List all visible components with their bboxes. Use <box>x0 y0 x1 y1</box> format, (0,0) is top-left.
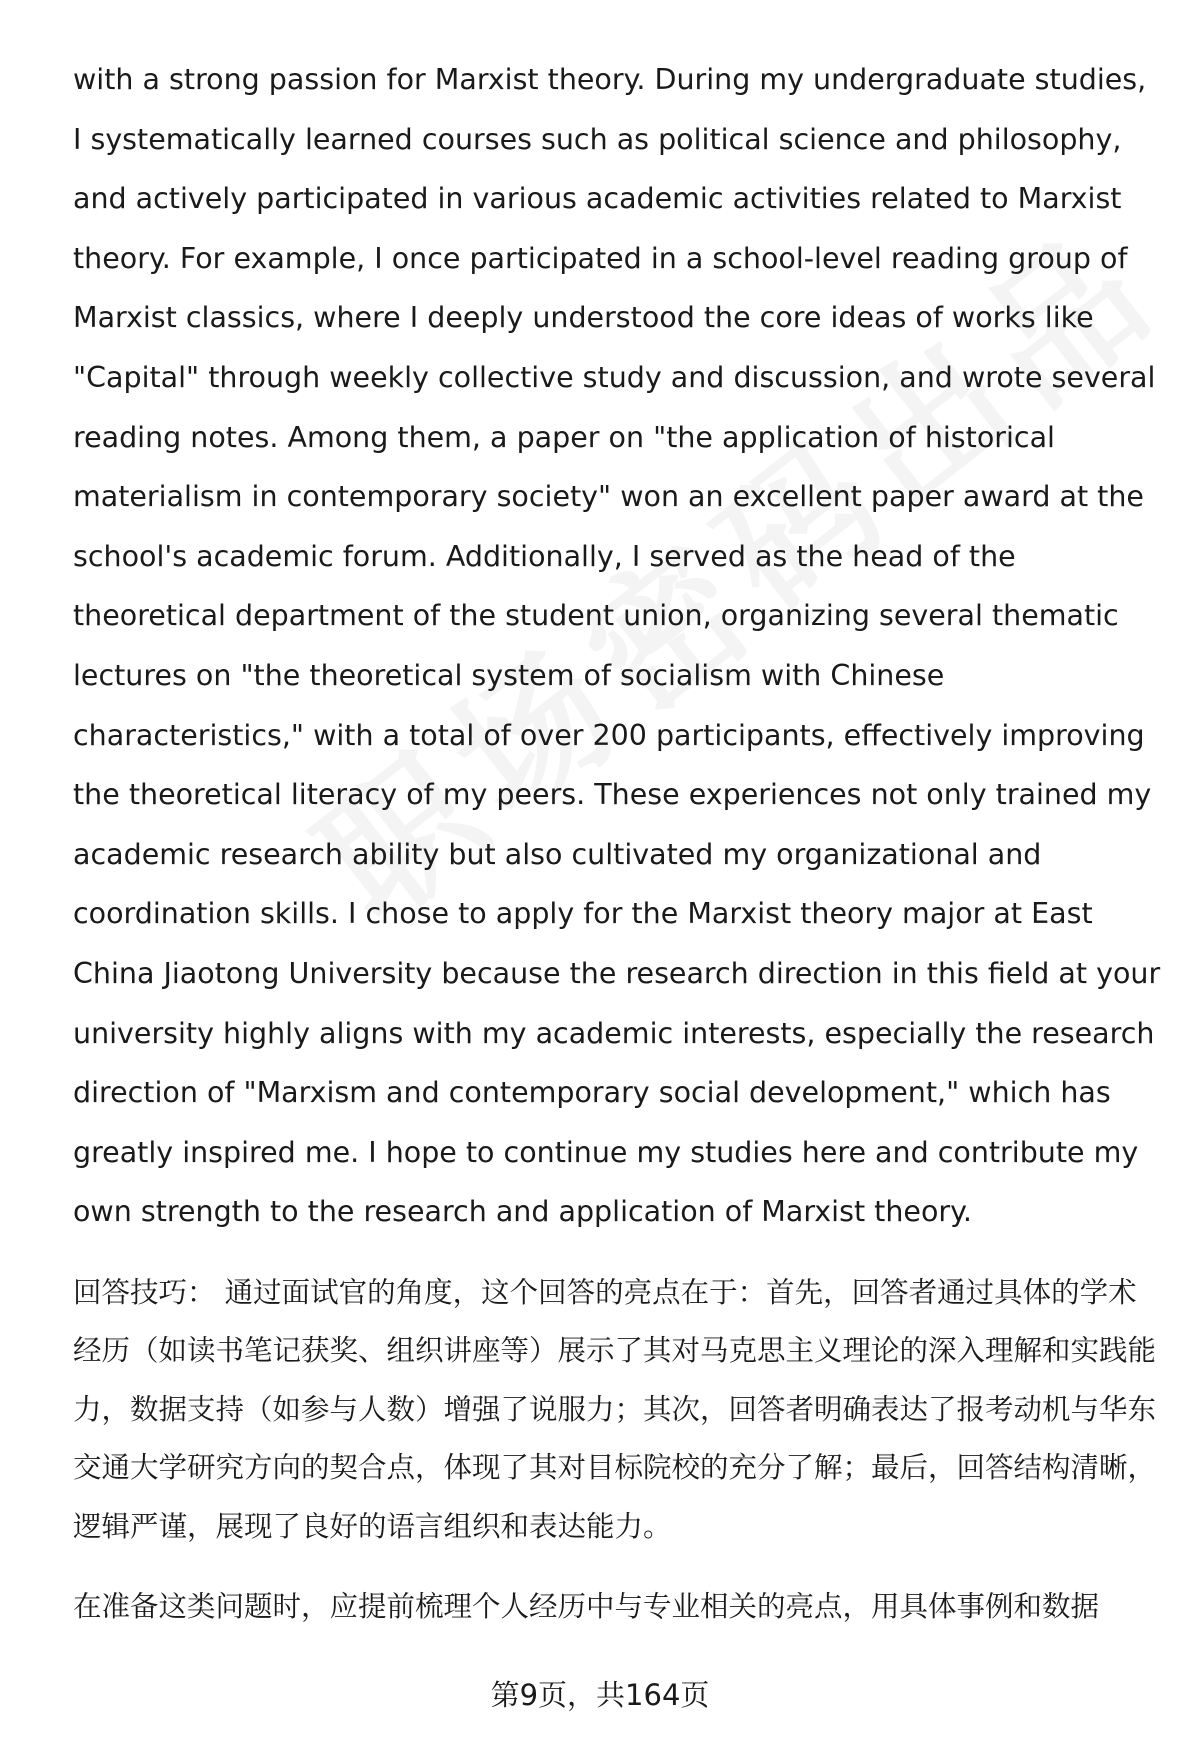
page-number: 第9页，共164页 <box>490 1678 710 1712</box>
tips-body: 通过面试官的角度，这个回答的亮点在于：首先，回答者通过具体的学术经历（如读书笔记获奖、组织讲座等）展示了其对马克思主义理论的深入理解和实践能力，数据支持（如参与人数）增强了说服力；其次，回答者明确表达了报考动机与华东交通大学研究方向的契合点，体现了其对目标院校的充分了解；最后，回答结构清晰，逻辑严谨，展现了良好的语言组织和表达能力。 <box>73 1275 1157 1543</box>
tips-paragraph <box>73 1264 1163 1557</box>
preparation-paragraph: 在准备这类问题时，应提前梳理个人经历中与专业相关的亮点，用具体事例和数据 <box>73 1590 1100 1624</box>
answer-paragraph: with a strong passion for Marxist theory. During my undergraduate studies, I systematically learned courses such as political science and philosophy, and actively participated in various academic activities related to Marxist theory. For example, I once participated in a school-level reading group of Marxist classics, where I deeply understood the core ideas of works like "Capital" through weekly collective study and discussion, and wrote several reading notes. Among them, a paper on "the application of historical materialism in contemporary society" won an excellent paper award at the school's academic forum. Additionally, I served as the head of the theoretical department of the student union, organizing several thematic lectures on "the theoretical system of socialism with Chinese characteristics," with a total of over 200 participants, effectively improving the theoretical literacy of my peers. These experiences not only trained my academic research ability but also cultivated my organizational and coordination skills. I chose to apply for the Marxist theory major at East China Jiaotong University because the research direction in this field at your university highly aligns with my academic interests, especially the research direction of "Marxism and contemporary social development," which has greatly inspired me. I hope to continue my studies here and contribute my own strength to the research and application of Marxist theory. <box>73 63 1161 1229</box>
page-content <box>73 50 1163 1637</box>
tips-label: 回答技巧： <box>73 1275 216 1309</box>
